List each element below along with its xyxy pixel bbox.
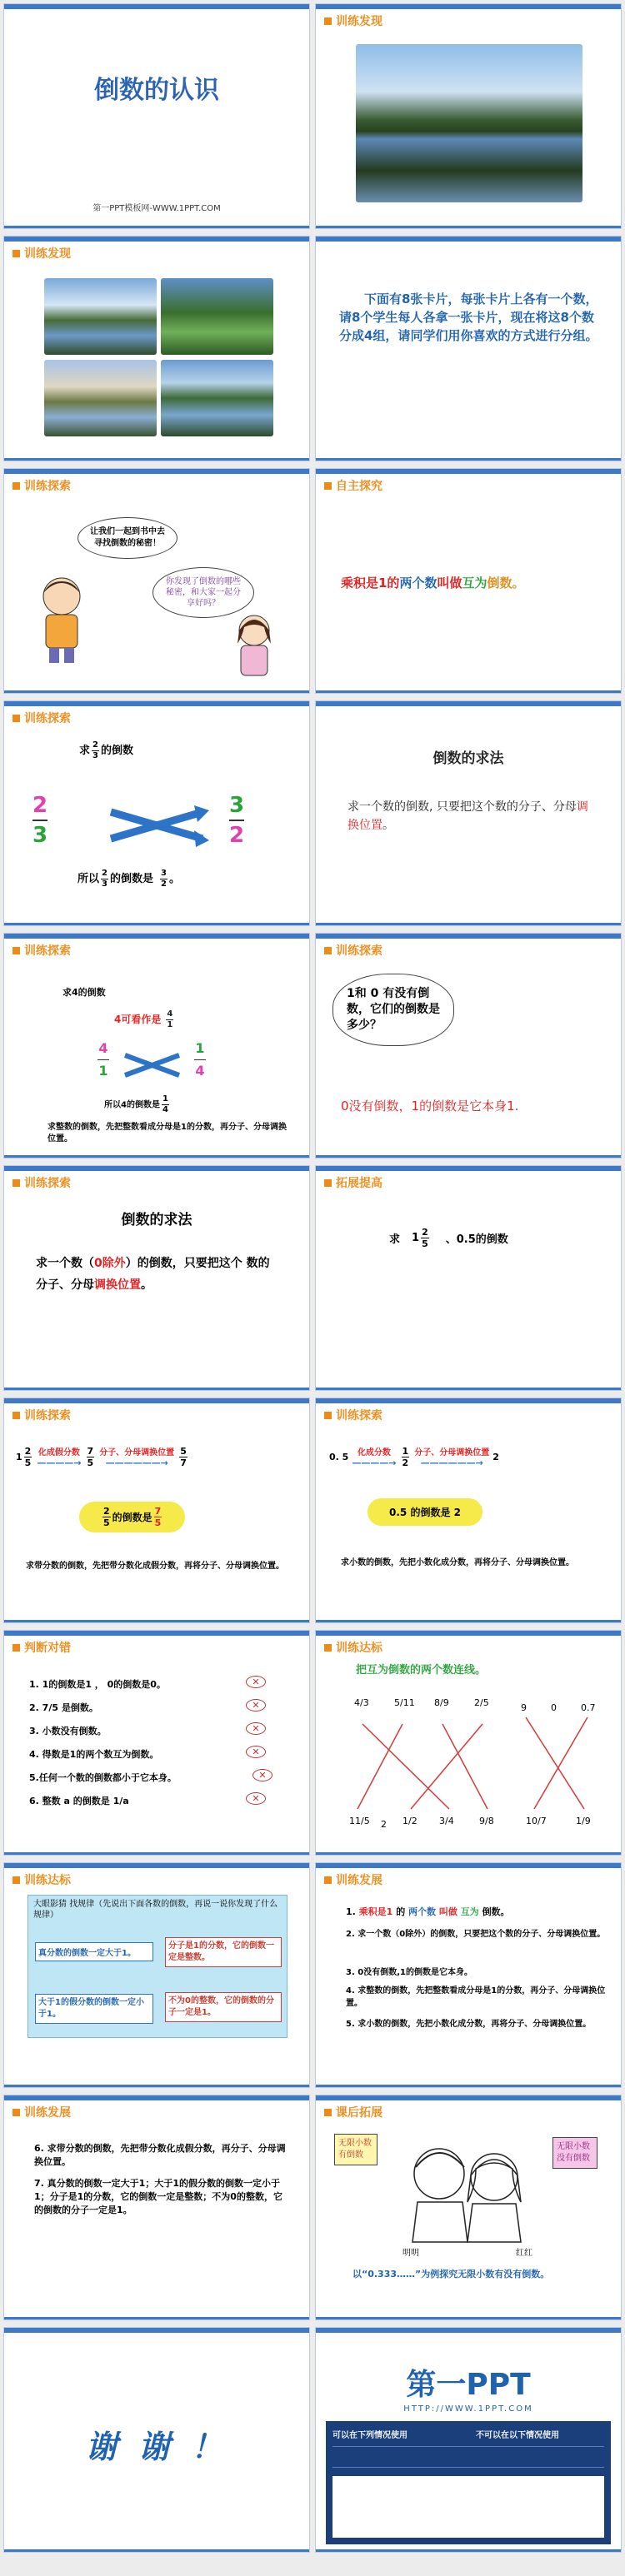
top-number-3: 8/9: [434, 1697, 449, 1708]
slide-header: 训练探索: [12, 943, 71, 958]
matching-lines: [316, 1631, 622, 1856]
summary-line-6: 6. 求带分数的倒数，先把带分数化成假分数，再分子、分母调换位置。: [34, 2143, 286, 2167]
bottom-number-5: 9/8: [479, 1816, 494, 1826]
header-bullet: [12, 2109, 20, 2116]
slide-after-class: [315, 2095, 622, 2320]
slide-header: 训练发现: [12, 246, 71, 261]
slide-pattern: [3, 1862, 310, 2088]
slide-header: 训练探索: [12, 478, 71, 493]
wrong-mark: ✕: [252, 1769, 272, 1781]
header-bullet: [324, 1876, 332, 1884]
slide-method-2: [3, 1165, 310, 1391]
judge-item-3: 3. 小数没有倒数。: [29, 1726, 107, 1736]
method-text: 求一个数的倒数, 只要把这个数的分子、分母调换位置。: [348, 800, 588, 832]
view-as-line: 4可看作是 $\frac{4}{1}$: [114, 1009, 173, 1029]
thanks-text: 谢 谢 ！: [85, 2429, 228, 2465]
slide-explore-fraction: [3, 700, 310, 926]
top-number-2: 5/11: [394, 1697, 415, 1708]
usage-details-placeholder: [332, 2446, 604, 2468]
header-bullet: [324, 1412, 332, 1419]
brand-url: HTTP://WWW.1PPT.COM: [403, 2404, 533, 2414]
slide-find-photo: [315, 3, 622, 229]
summary-line-5: 5. 求小数的倒数，先把小数化成分数，再将分子、分母调换位置。: [346, 2020, 592, 2029]
slide-explore-zero-one: [315, 933, 622, 1158]
kid-name-right: 红红: [516, 2249, 532, 2258]
claim-box-right: 无限小数没有倒数: [552, 2137, 598, 2169]
fraction-left: 2 3: [32, 793, 48, 848]
header-bullet: [12, 482, 20, 490]
header-bullet: [324, 1179, 332, 1187]
top-number-5: 9: [521, 1702, 527, 1713]
matching-instruction: 把互为倒数的两个数连线。: [356, 1664, 487, 1677]
header-bullet: [324, 482, 332, 490]
question-line: 求4的倒数: [62, 987, 106, 998]
pattern-heading: 大眼影猜 找规律（先说出下面各数的倒数，再说一说你发现了什么规律）: [33, 1900, 278, 1920]
slide-mixed-number: [3, 1398, 310, 1623]
conversion-line: 0. 5 化成分数 ————→ $\frac{1}{2}$ 分子、分母调换位置 ——————→ 2: [329, 1445, 499, 1468]
top-number-1: 4/3: [354, 1697, 369, 1708]
extend-question: 求 1 $\frac{2}{5}$ 、0.5的倒数: [389, 1227, 508, 1249]
header-bullet: [12, 715, 20, 722]
slide-header: 训练探索: [12, 710, 71, 725]
top-number-6: 0: [551, 1702, 557, 1713]
bottom-number-4: 3/4: [439, 1816, 454, 1826]
swap-arrows: [121, 1050, 188, 1080]
top-number-7: 0.7: [581, 1702, 596, 1713]
wrong-mark: ✕: [246, 1722, 266, 1735]
slide-header: 课后拓展: [324, 2105, 382, 2120]
landscape-photo-1: [44, 278, 157, 355]
header-bullet: [324, 947, 332, 954]
question-line: 求 $\frac{2}{3}$ 的倒数: [79, 740, 133, 760]
definition-sentence: 乘积是1的两个数叫做互为倒数。: [341, 575, 525, 590]
bottom-number-6: 10/7: [526, 1816, 547, 1826]
summary-line-1: 1. 乘积是1 的 两个数 叫做 互为 倒数。: [346, 1906, 510, 1917]
header-bullet: [12, 947, 20, 954]
slide-title: [3, 3, 310, 229]
slide-header: 训练达标: [324, 1640, 382, 1655]
bottom-number-3: 1/2: [402, 1816, 418, 1826]
speech-bubble-boy: 让我们一起到书中去寻找倒数的秘密！: [78, 517, 178, 559]
landscape-photo-3: [44, 360, 157, 436]
judge-item-1: 1. 1的倒数是1 ， 0的倒数是0。: [29, 1679, 166, 1690]
slide-header: 拓展提高: [324, 1175, 382, 1190]
slide-self-explore: [315, 468, 622, 694]
claim-box-left: 无限小数有倒数: [334, 2134, 378, 2165]
brand-logo: 第一PPT: [406, 2368, 531, 2402]
link-list-placeholder: [332, 2476, 604, 2538]
footer-text: 第一PPT模板网-WWW.1PPT.COM: [92, 204, 221, 213]
slide-header: 判断对错: [12, 1640, 71, 1655]
slide-header: 自主探究: [324, 478, 382, 493]
method-text: 求一个数（0除外）的倒数，只要把这个 数的分子、分母调换位置。: [36, 1257, 270, 1292]
slide-method: [315, 700, 622, 926]
fraction-right: 3 2: [229, 793, 245, 848]
slide-header: 训练探索: [12, 1175, 71, 1190]
slide-true-false: [3, 1630, 310, 1856]
conversion-line: 1 $\frac{2}{5}$ 化成假分数 ————→ $\frac{7}{5}$ 分子、分母调换位置 ——————→ $\frac{5}{7}$: [16, 1445, 187, 1468]
summary-line-7: 7. 真分数的倒数一定大于1；大于1的假分数的倒数一定小于1；分子是1的分数，它的倒数一定是整数；不为0的整数，它的倒数的分子一定是1。: [34, 2178, 282, 2215]
method-note: 求小数的倒数，先把小数化成分数，再将分子、分母调换位置。: [341, 1558, 574, 1567]
girl-illustration: [229, 610, 279, 685]
judge-item-4: 4. 得数是1的两个数互为倒数。: [29, 1749, 159, 1760]
result-cloud: 0.5 的倒数是 2: [368, 1498, 482, 1526]
method-note: 求整数的倒数，先把整数看成分母是1的分数，再分子、分母调换位置。: [48, 1123, 287, 1144]
header-bullet: [12, 250, 20, 257]
bottom-number-2: 2: [381, 1819, 387, 1830]
rule-box-4: 不为0的整数，它的倒数的分子一定是1。: [165, 1992, 282, 2022]
speech-bubble-girl: 你发现了倒数的哪些秘密，和大家一起分享好吗？: [152, 567, 254, 618]
slide-header: 训练发展: [12, 2105, 71, 2120]
fraction-left: 4 1: [98, 1040, 108, 1079]
slide-find-photos: [3, 236, 310, 461]
question-bubble: 1和 0 有没有倒数，它们的倒数是多少？: [332, 974, 454, 1046]
boy-illustration: [32, 573, 91, 665]
summary-line-2: 2. 求一个数（0除外）的倒数，只要把这个数的分子、分母调换位置。: [346, 1930, 606, 1939]
slide-header: 训练探索: [324, 943, 382, 958]
method-title: 倒数的求法: [121, 1212, 192, 1228]
header-bullet: [12, 1412, 20, 1419]
swap-arrows: [102, 805, 219, 847]
kid-name-left: 明明: [402, 2249, 419, 2258]
fraction-right: 1 4: [195, 1040, 205, 1079]
header-bullet: [324, 17, 332, 25]
method-note: 求带分数的倒数，先把带分数化成假分数，再将分子、分母调换位置。: [26, 1562, 284, 1571]
wrong-mark: ✕: [246, 1699, 266, 1712]
result-cloud: $\frac{2}{5}$ 的倒数是 $\frac{7}{5}$: [79, 1502, 185, 1532]
slide-thanks: [3, 2327, 310, 2553]
slide-title-text: 倒数的认识: [94, 76, 219, 105]
slide-explore-integer: [3, 933, 310, 1158]
rule-box-3: 分子是1的分数，它的倒数一定是整数。: [165, 1937, 282, 1967]
header-bullet: [324, 2109, 332, 2116]
summary-line-4: 4. 求整数的倒数，先把整数看成分母是1的分数，再分子、分母调换位置。: [346, 1986, 606, 2008]
forbidden-use-heading: 不可以在以下情况使用: [476, 2431, 559, 2440]
slide-header: 训练发展: [324, 1872, 382, 1887]
wrong-mark: ✕: [246, 1676, 266, 1688]
judge-item-2: 2. 7/5 是倒数。: [29, 1702, 98, 1713]
conclusion-line: 所以4的倒数是 $\frac{1}{4}$: [104, 1094, 168, 1114]
slide-extend: [315, 1165, 622, 1391]
pattern-panel: [28, 1895, 288, 2038]
wrong-mark: ✕: [246, 1792, 266, 1805]
top-number-4: 2/5: [474, 1697, 489, 1708]
judge-item-6: 6. 整数 a 的倒数是 1/a: [29, 1796, 129, 1806]
answer-text: 0没有倒数，1的倒数是它本身1.: [341, 1099, 519, 1114]
judge-item-5: 5.任何一个数的倒数都小于它本身。: [29, 1772, 177, 1783]
slide-decimal: [315, 1398, 622, 1623]
rule-box-2: 大于1的假分数的倒数一定小于1。: [35, 1994, 153, 2024]
slide-matching: [315, 1630, 622, 1856]
kids-illustration: [396, 2135, 538, 2244]
bottom-number-7: 1/9: [576, 1816, 591, 1826]
bottom-number-1: 11/5: [349, 1816, 370, 1826]
slide-header: 训练探索: [324, 1408, 382, 1423]
header-bullet: [12, 1644, 20, 1652]
wrong-mark: ✕: [246, 1746, 266, 1758]
slide-summary: [315, 1862, 622, 2088]
question-text: 以“0.333……”为例探究无限小数有没有倒数。: [352, 2269, 550, 2280]
slide-explore-kids: [3, 468, 310, 694]
summary-line-3: 3. 0没有倒数,1的倒数是它本身。: [346, 1968, 472, 1977]
usage-panel: [326, 2421, 611, 2544]
conclusion-line: 所以 $\frac{2}{3}$ 的倒数是 $\frac{3}{2}$ 。: [78, 869, 180, 889]
slide-header: 训练发现: [324, 13, 382, 28]
landscape-photo-4: [161, 360, 273, 436]
rule-box-1: 真分数的倒数一定大于1。: [35, 1942, 153, 1961]
header-bullet: [12, 1876, 20, 1884]
task-text: 下面有8张卡片，每张卡片上各有一个数，请8个学生每人各拿一张卡片，现在将这8个数分成4组，请同学们用你喜欢的方式进行分组。: [339, 291, 598, 343]
landscape-photo-2: [161, 278, 273, 355]
mountain-lake-photo: [356, 44, 582, 202]
slide-header: 训练达标: [12, 1872, 71, 1887]
header-bullet: [12, 1179, 20, 1187]
slide-summary-2: [3, 2095, 310, 2320]
method-title: 倒数的求法: [432, 750, 504, 767]
slide-brand: [315, 2327, 622, 2553]
slide-card-task: [315, 236, 622, 461]
allowed-use-heading: 可以在下列情况使用: [332, 2431, 408, 2440]
slide-header: 训练探索: [12, 1408, 71, 1423]
